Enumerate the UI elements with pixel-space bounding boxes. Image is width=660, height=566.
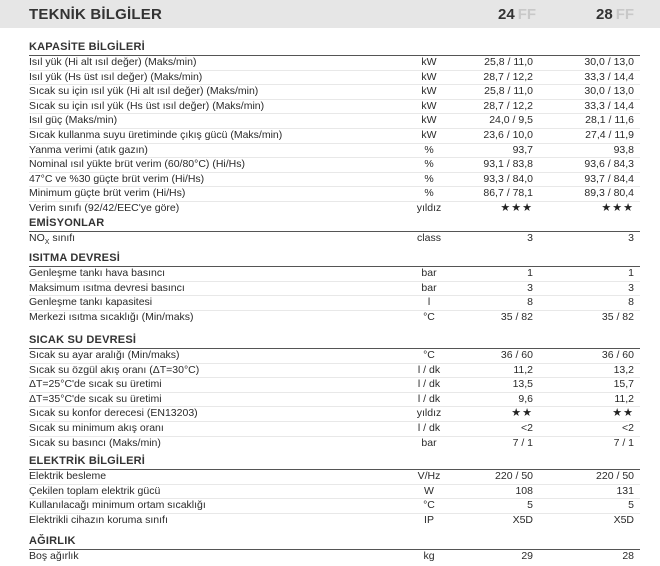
row-label: Sıcak su konfor derecesi (EN13203): [29, 407, 198, 420]
row-value-28: 15,7: [613, 378, 634, 391]
row-value-24: 13,5: [512, 378, 533, 391]
row-value-28: 28,1 / 11,6: [585, 114, 634, 127]
section-title: AĞIRLIK: [29, 534, 640, 550]
row-value-28: 93,6 / 84,3: [584, 158, 634, 171]
row-value-24: 3: [527, 232, 533, 244]
row-unit: °C: [423, 499, 435, 512]
section-emisyon: [29, 216, 640, 246]
column-suffix: FF: [517, 6, 537, 23]
row-unit: %: [424, 158, 434, 171]
row-unit: bar: [421, 267, 437, 279]
row-unit: V/Hz: [417, 470, 441, 482]
row-unit: kg: [423, 550, 435, 562]
row-value-28: 93,7 / 84,4: [584, 172, 634, 185]
row-label: Genleşme tankı kapasitesi: [29, 296, 153, 309]
row-value-24: 7 / 1: [512, 436, 533, 449]
table-row: [29, 364, 640, 379]
row-value-28: 3: [628, 232, 634, 244]
row-value-24: 36 / 60: [500, 349, 533, 361]
row-value-28: X5D: [613, 513, 634, 526]
row-unit: IP: [424, 513, 434, 526]
row-label: Merkezi ısıtma sıcaklığı (Min/maks): [29, 310, 194, 323]
table-row: [29, 202, 640, 216]
table-row: [29, 470, 640, 485]
row-value-24: 25,8 / 11,0: [484, 85, 533, 98]
column-number: 24: [498, 6, 515, 23]
row-unit: l / dk: [417, 421, 441, 434]
column-header-28: [596, 6, 634, 23]
row-value-24: 24,0 / 9,5: [489, 114, 533, 127]
row-label: Yanma verimi (atık gazın): [29, 143, 148, 156]
row-label: ΔT=25°C'de sıcak su üretimi: [29, 378, 162, 391]
row-value-28: 8: [628, 296, 634, 309]
row-label: ΔT=35°C'de sıcak su üretimi: [29, 392, 162, 405]
nox-subscript: X: [44, 239, 50, 247]
table-row: [29, 71, 640, 86]
row-unit: l: [427, 296, 431, 309]
row-value-28: 13,2: [613, 363, 634, 376]
page-title: TEKNİK BİLGİLER: [29, 6, 162, 23]
row-value-28: 33,3 / 14,4: [584, 99, 634, 112]
column-number: 28: [596, 6, 613, 23]
row-value-24: 9,6: [518, 392, 533, 405]
star-rating: ★★★: [500, 201, 533, 214]
row-unit: l / dk: [417, 392, 441, 405]
row-label: Kullanılacağı minimum ortam sıcaklığı: [29, 499, 206, 512]
section-agirlik: [29, 534, 640, 564]
table-row: [29, 422, 640, 437]
table-row: [29, 311, 640, 325]
row-value-24: 11,2: [513, 363, 533, 376]
row-label: Verim sınıfı (92/42/EEC'ye göre): [29, 201, 180, 214]
table-row: [29, 282, 640, 297]
row-label: Nominal ısıl yükte brüt verim (60/80°C) (Hi/Hs): [29, 158, 245, 171]
section-elektrik: [29, 454, 640, 527]
row-label: 47°C ve %30 güçte brüt verim (Hi/Hs): [29, 172, 205, 185]
row-label: Sıcak su özgül akış oranı (ΔT=30°C): [29, 363, 200, 376]
row-value-28: 131: [616, 484, 634, 497]
row-unit: kW: [421, 85, 437, 98]
row-unit: yıldız: [416, 407, 442, 420]
row-unit: °C: [423, 349, 435, 361]
table-row: [29, 173, 640, 188]
row-unit: %: [424, 187, 434, 200]
table-row: [29, 499, 640, 514]
row-value-24: 28,7 / 12,2: [483, 99, 533, 112]
row-unit: kW: [421, 99, 437, 112]
row-value-24: 23,6 / 10,0: [483, 128, 533, 141]
table-row: [29, 514, 640, 528]
row-value-28: <2: [622, 421, 634, 434]
row-value-28: 28: [622, 550, 634, 562]
row-unit: kW: [421, 128, 437, 141]
row-label: Sıcak kullanma suyu üretiminde çıkış gücü (Maks/min): [29, 128, 283, 141]
star-rating: ★★: [612, 407, 634, 420]
table-row: [29, 296, 640, 311]
header-bar: [0, 0, 660, 28]
row-unit: l / dk: [417, 363, 441, 376]
star-rating: ★★★: [601, 201, 634, 214]
row-value-24: 220 / 50: [495, 470, 533, 482]
table-row: [29, 56, 640, 71]
row-value-24: 3: [527, 281, 533, 294]
row-value-24: 86,7 / 78,1: [483, 187, 533, 200]
row-value-24: 29: [521, 550, 533, 562]
star-rating: ★★: [511, 407, 533, 420]
table-row: [29, 485, 640, 500]
row-value-28: 30,0 / 13,0: [584, 56, 634, 68]
row-label: Elektrik besleme: [29, 470, 107, 482]
table-row: [29, 129, 640, 144]
row-value-28: 5: [628, 499, 634, 512]
row-label: Sıcak su basıncı (Maks/min): [29, 436, 161, 449]
row-value-24: 1: [527, 267, 533, 279]
row-value-24: 108: [515, 484, 533, 497]
row-value-28: 33,3 / 14,4: [584, 70, 634, 83]
row-value-28: 7 / 1: [613, 436, 634, 449]
row-value-28: 36 / 60: [601, 349, 634, 361]
row-label: Isıl yük (Hs üst ısıl değer) (Maks/min): [29, 70, 203, 83]
row-label: Sıcak su için ısıl yük (Hs üst ısıl değer) (Maks/min): [29, 99, 265, 112]
nox-rest: sınıfı: [49, 232, 76, 244]
row-label: Sıcak su için ısıl yük (Hi alt ısıl değer) (Maks/min): [29, 85, 259, 98]
row-unit: %: [424, 172, 434, 185]
row-unit: kW: [421, 114, 437, 127]
row-label: Minimum güçte brüt verim (Hi/Hs): [29, 187, 186, 200]
row-unit: kW: [421, 70, 437, 83]
table-row: [29, 437, 640, 451]
row-value-28: 1: [628, 267, 634, 279]
row-value-28: 93,8: [613, 143, 634, 156]
section-title: KAPASİTE BİLGİLERİ: [29, 40, 640, 56]
table-row: [29, 232, 640, 246]
section-title: EMİSYONLAR: [29, 216, 640, 232]
table-row: [29, 85, 640, 100]
row-label: Elektrikli cihazın koruma sınıfı: [29, 513, 168, 526]
row-value-28: 220 / 50: [596, 470, 634, 482]
column-header-24: [498, 6, 536, 23]
table-row: [29, 407, 640, 422]
row-value-24: 5: [527, 499, 533, 512]
row-unit: class: [417, 232, 441, 244]
row-value-28: 30,0 / 13,0: [584, 85, 634, 98]
table-row: [29, 378, 640, 393]
row-unit: W: [424, 484, 434, 497]
table-row: [29, 158, 640, 173]
row-value-28: 27,4 / 11,9: [585, 128, 634, 141]
column-suffix: FF: [615, 6, 635, 23]
section-sicak: [29, 333, 640, 450]
row-value-28: 89,3 / 80,4: [584, 187, 634, 200]
row-unit: °C: [423, 310, 435, 323]
section-title: ISITMA DEVRESİ: [29, 251, 640, 267]
table-row: [29, 550, 640, 564]
table-row: [29, 100, 640, 115]
table-row: [29, 349, 640, 364]
row-unit: l / dk: [417, 378, 441, 391]
section-kapasite: [29, 40, 640, 216]
section-title: SICAK SU DEVRESİ: [29, 333, 640, 349]
row-value-24: 25,8 / 11,0: [484, 56, 533, 68]
row-label: Isıl güç (Maks/min): [29, 114, 118, 127]
row-label: Sıcak su ayar aralığı (Min/maks): [29, 349, 180, 361]
row-unit: yıldız: [416, 201, 442, 214]
row-label: Sıcak su minimum akış oranı: [29, 421, 164, 434]
row-value-24: 35 / 82: [500, 310, 533, 323]
row-label: Boş ağırlık: [29, 550, 79, 562]
row-value-28: 11,2: [614, 392, 634, 405]
row-value-28: 3: [628, 281, 634, 294]
row-value-24: 93,7: [512, 143, 533, 156]
row-value-24: <2: [521, 421, 533, 434]
section-title: ELEKTRİK BİLGİLERİ: [29, 454, 640, 470]
row-label: Isıl yük (Hi alt ısıl değer) (Maks/min): [29, 56, 197, 68]
nox-main: NO: [29, 232, 45, 244]
row-value-24: 28,7 / 12,2: [483, 70, 533, 83]
table-row: [29, 187, 640, 202]
row-unit: kW: [421, 56, 437, 68]
row-label: Genleşme tankı hava basıncı: [29, 267, 165, 279]
row-value-24: 93,3 / 84,0: [483, 172, 533, 185]
row-value-24: 8: [527, 296, 533, 309]
row-label: [29, 232, 75, 250]
table-row: [29, 393, 640, 408]
row-value-24: 93,1 / 83,8: [483, 158, 533, 171]
row-unit: bar: [421, 436, 437, 449]
section-isitma: [29, 251, 640, 324]
row-label: Çekilen toplam elektrik gücü: [29, 484, 161, 497]
table-row: [29, 144, 640, 159]
row-label: Maksimum ısıtma devresi basıncı: [29, 281, 185, 294]
row-value-24: X5D: [512, 513, 533, 526]
table-row: [29, 267, 640, 282]
row-unit: bar: [421, 281, 437, 294]
row-unit: %: [424, 143, 434, 156]
row-value-28: 35 / 82: [601, 310, 634, 323]
table-row: [29, 114, 640, 129]
